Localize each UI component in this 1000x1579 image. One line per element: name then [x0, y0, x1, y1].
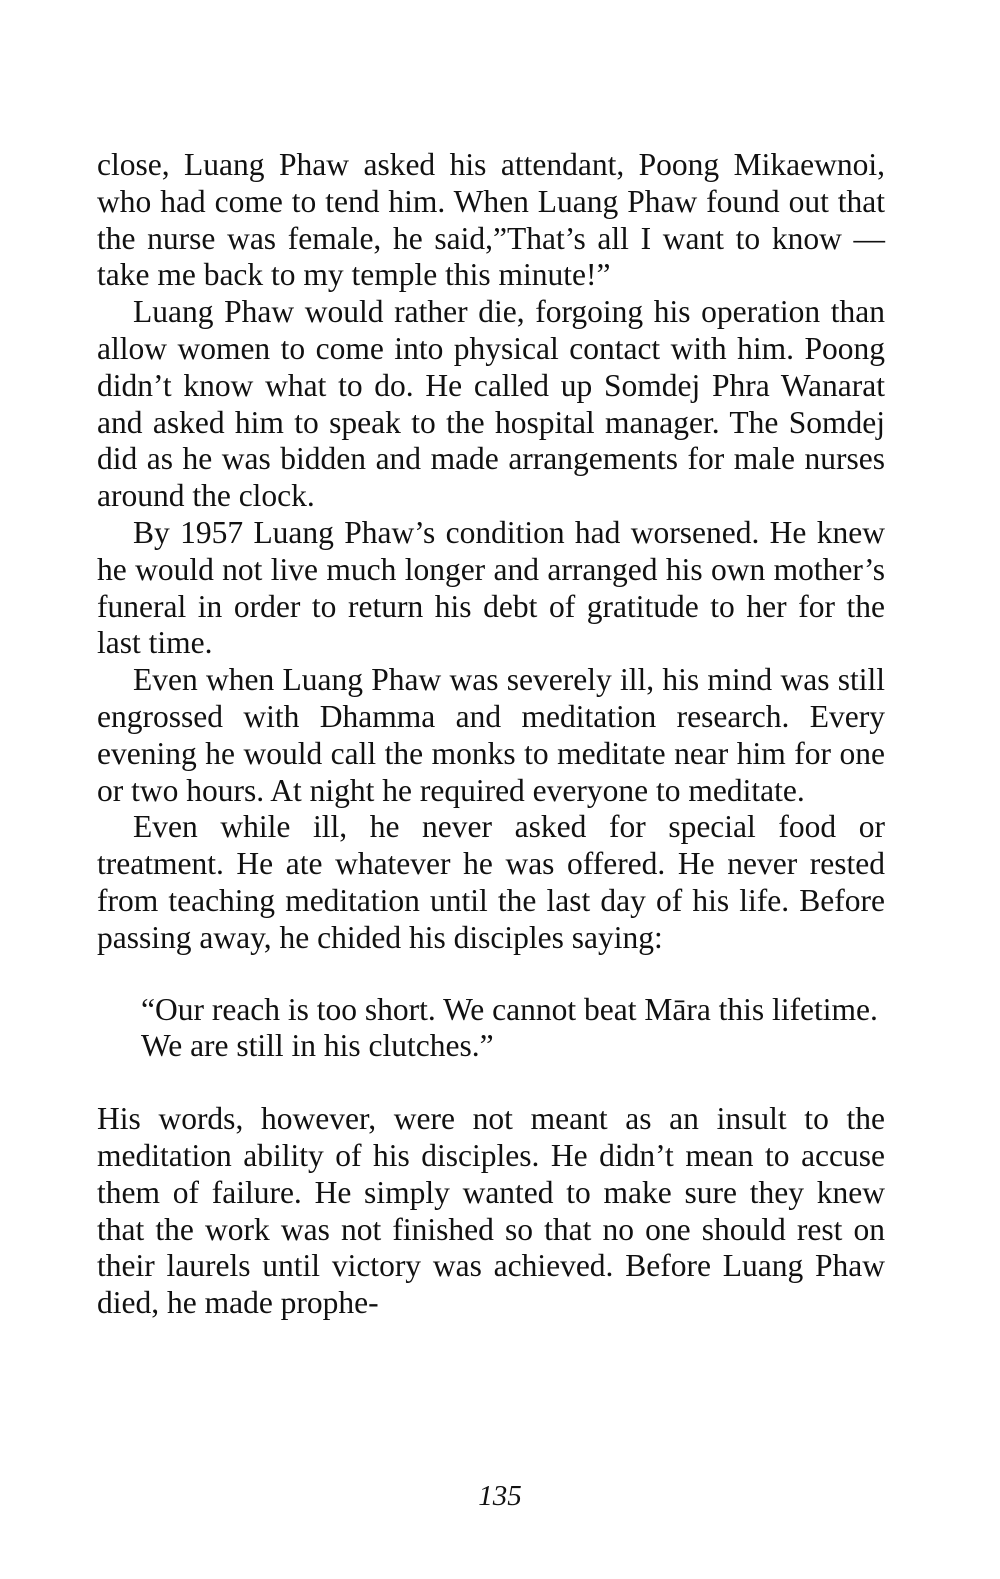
block-quote: “Our reach is too short. We cannot beat Māra this lifetime. We are still in his clutches.” — [141, 991, 878, 1064]
paragraph-while-ill: Even while ill, he never asked for special food or treatment. He ate whatever he was offered. He never rested from teaching meditation until the last day of his life. Before passing away, he chided his disciples saying: — [97, 809, 885, 955]
page-number: 135 — [478, 1480, 522, 1512]
paragraph-meditation-research: Even when Luang Phaw was severely ill, his mind was still engrossed with Dhamma and meditation research. Every evening he would call the monks to meditate near him for one or two hours. At night he required everyone to meditate. — [97, 662, 885, 808]
paragraph-continuation: close, Luang Phaw asked his attendant, Poong Mikaewnoi, who had come to tend him. When Luang Phaw found out that the nurse was female, he said,”That’s all I want to know — take me back to my temple this minute!” — [97, 147, 885, 293]
paragraph-closing: His words, however, were not meant as an insult to the meditation ability of his disciples. He didn’t mean to accuse them of failure. He simply wanted to make sure they knew that the work was not finished so that no one should rest on their laurels until victory was achieved. Before Luang Phaw died, he made prophe- — [97, 1101, 885, 1321]
paragraph-1957: By 1957 Luang Phaw’s condition had worsened. He knew he would not live much longer and arranged his own mother’s funeral in order to return his debt of gratitude to her for the last time. — [97, 514, 885, 661]
page-body — [97, 147, 885, 1322]
paragraph-operation: Luang Phaw would rather die, forgoing his operation than allow women to come into physical contact with him. Poong didn’t know what to do. He called up Somdej Phra Wanarat and asked him to speak to the hospital manager. The Somdej did as he was bidden and made arrangements for male nurses around the clock. — [97, 294, 885, 514]
